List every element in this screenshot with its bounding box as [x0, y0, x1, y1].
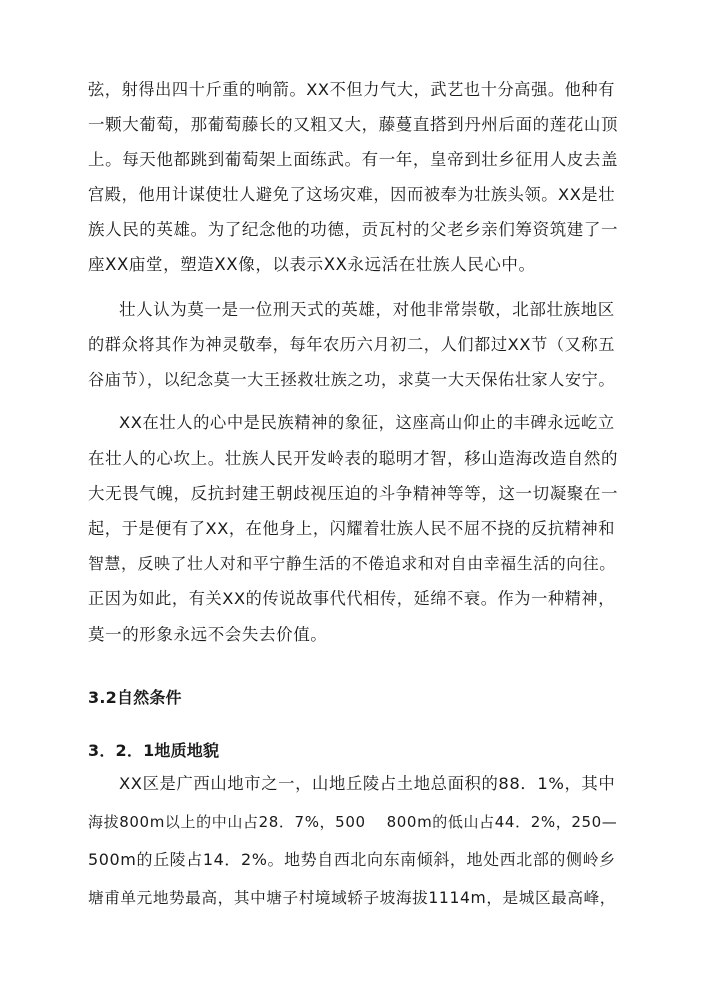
paragraph-3-line-6: 正因为如此，有关XX的传说故事代代相传，延绵不衰。作为一种精神， — [88, 589, 616, 608]
paragraph-1-line-1: 弦，射得出四十斤重的响箭。XX不但力气大，武艺也十分高强。他种有 — [88, 80, 616, 99]
paragraph-2-line-3: 谷庙节），以纪念莫一大王拯救壮族之功，求莫一大天保佑壮家人安宁。 — [88, 370, 616, 389]
subsection-heading: 3．2．1地质地貌 — [88, 741, 220, 760]
paragraph-1-line-5: 族人民的英雄。为了纪念他的功德，贡瓦村的父老乡亲们筹资筑建了一 — [88, 220, 619, 239]
paragraph-4-line-3: 500m的丘陵占14．2%。地势自西北向东南倾斜，地处西北部的侧岭乡 — [88, 850, 616, 869]
paragraph-3-line-5: 智慧，反映了壮人对和平宁静生活的不倦追求和对自由幸福生活的向往。 — [88, 554, 616, 573]
paragraph-4-line-1: XX区是广西山地市之一，山地丘陵占土地总面积的88．1%，其中 — [119, 774, 616, 793]
paragraph-3-line-2: 在壮人的心坎上。壮族人民开发岭表的聪明才智，移山造海改造自然的 — [88, 449, 619, 468]
paragraph-1-line-4: 宫殿，他用计谋使壮人避免了这场灾难，因而被奉为壮族头领。XX是壮 — [88, 185, 616, 204]
paragraph-3-line-1: XX在壮人的心中是民族精神的象征，这座高山仰止的丰碑永远屹立 — [119, 413, 615, 432]
paragraph-1-line-3: 上。每天他都跳到葡萄架上面练武。有一年，皇帝到壮乡征用人皮去盖 — [88, 150, 619, 169]
paragraph-1-line-6: 座XX庙堂，塑造XX像，以表示XX永远活在壮族人民心中。 — [88, 255, 536, 274]
paragraph-3-line-3: 大无畏气魄，反抗封建王朝歧视压迫的斗争精神等等，这一切凝聚在一 — [88, 484, 619, 503]
paragraph-4-line-2: 海拔800m以上的中山占28．7%，500 800m的低山占44．2%，250— — [88, 813, 618, 831]
paragraph-3-line-4: 起，于是便有了XX，在他身上，闪耀着壮族人民不屈不挠的反抗精神和 — [88, 519, 616, 538]
paragraph-2-line-1: 壮人认为莫一是一位刑天式的英雄，对他非常崇敬，北部壮族地区 — [119, 300, 615, 319]
paragraph-1-line-2: 一颗大葡萄，那葡萄藤长的又粗又大，藤蔓直搭到丹州后面的莲花山顶 — [88, 115, 619, 134]
paragraph-3-line-7: 莫一的形象永远不会失去价值。 — [88, 625, 328, 644]
paragraph-2-line-2: 的群众将其作为神灵敬奉，每年农历六月初二，人们都过XX节（又称五 — [88, 335, 616, 354]
section-heading: 3.2自然条件 — [88, 688, 182, 707]
paragraph-4-line-4: 塘甫单元地势最高，其中塘子村境域轿子坡海拔1114m，是城区最高峰， — [88, 889, 616, 907]
